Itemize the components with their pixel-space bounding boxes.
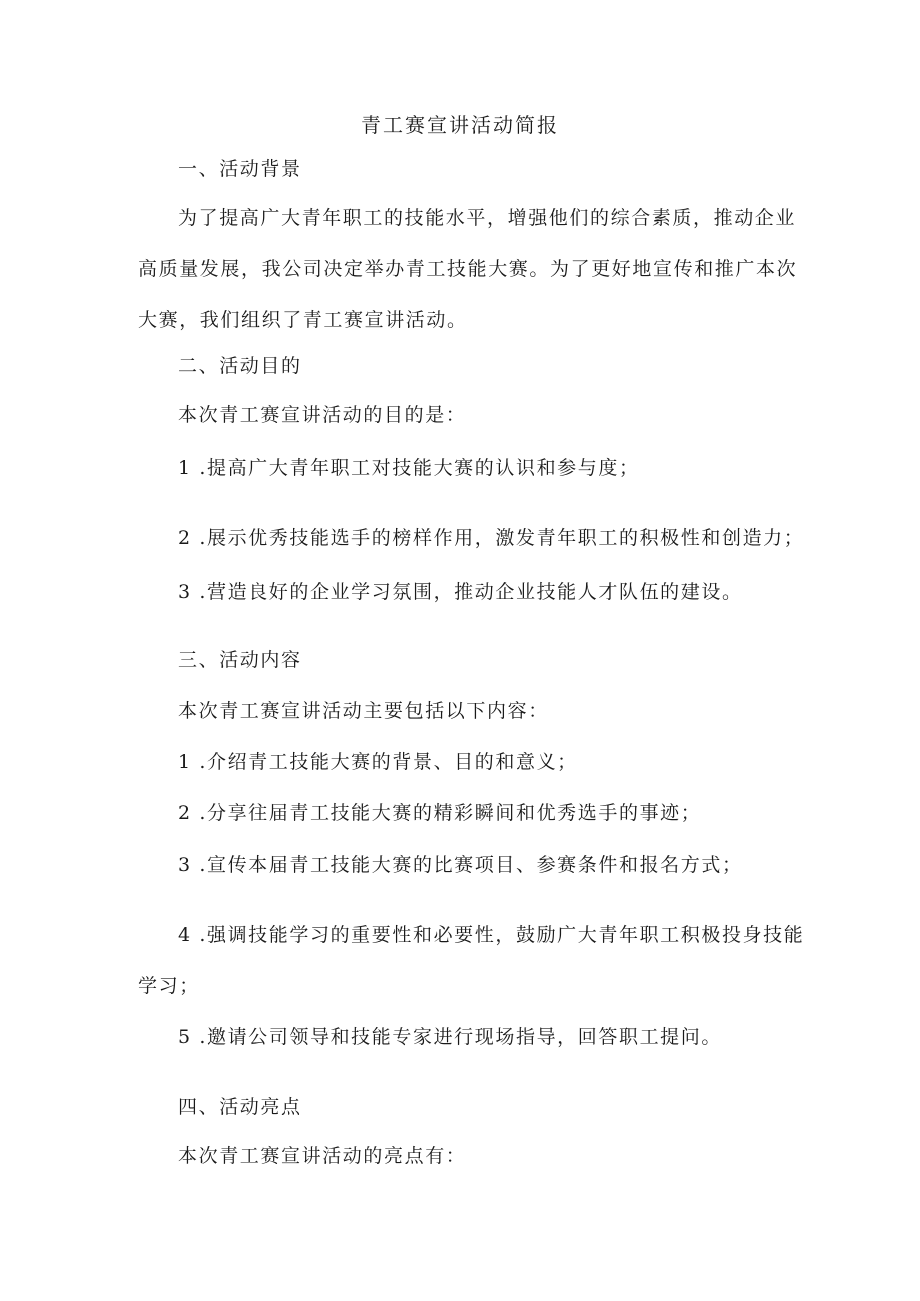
list-item-continuation: 学习； <box>138 975 200 997</box>
paragraph-line: 大赛，我们组织了青工赛宣讲活动。 <box>138 309 468 331</box>
list-item: 1 .提高广大青年职工对技能大赛的认识和参与度； <box>178 457 640 479</box>
list-item: 1 .介绍青工技能大赛的背景、目的和意义； <box>178 751 578 773</box>
list-item: 2 .展示优秀技能选手的榜样作用，激发青年职工的积极性和创造力； <box>178 527 805 549</box>
section-intro: 本次青工赛宣讲活动的目的是： <box>178 404 467 426</box>
paragraph-line: 高质量发展，我公司决定举办青工技能大赛。为了更好地宣传和推广本次 <box>138 258 798 280</box>
paragraph-line: 为了提高广大青年职工的技能水平，增强他们的综合素质，推动企业 <box>178 207 797 229</box>
section-heading-background: 一、活动背景 <box>178 158 302 180</box>
list-item: 5 .邀请公司领导和技能专家进行现场指导，回答职工提问。 <box>178 1026 722 1048</box>
section-heading-purpose: 二、活动目的 <box>178 355 302 377</box>
section-heading-highlights: 四、活动亮点 <box>178 1096 302 1118</box>
list-item: 3 .营造良好的企业学习氛围，推动企业技能人才队伍的建设。 <box>178 581 743 603</box>
list-item: 4 .强调技能学习的重要性和必要性，鼓励广大青年职工积极投身技能 <box>178 924 805 946</box>
document-title: 青工赛宣讲活动简报 <box>361 113 559 137</box>
list-item: 2 .分享往届青工技能大赛的精彩瞬间和优秀选手的事迹； <box>178 802 702 824</box>
section-heading-content: 三、活动内容 <box>178 649 302 671</box>
list-item: 3 .宣传本届青工技能大赛的比赛项目、参赛条件和报名方式； <box>178 854 743 876</box>
section-intro: 本次青工赛宣讲活动主要包括以下内容： <box>178 700 549 722</box>
section-intro: 本次青工赛宣讲活动的亮点有： <box>178 1145 467 1167</box>
